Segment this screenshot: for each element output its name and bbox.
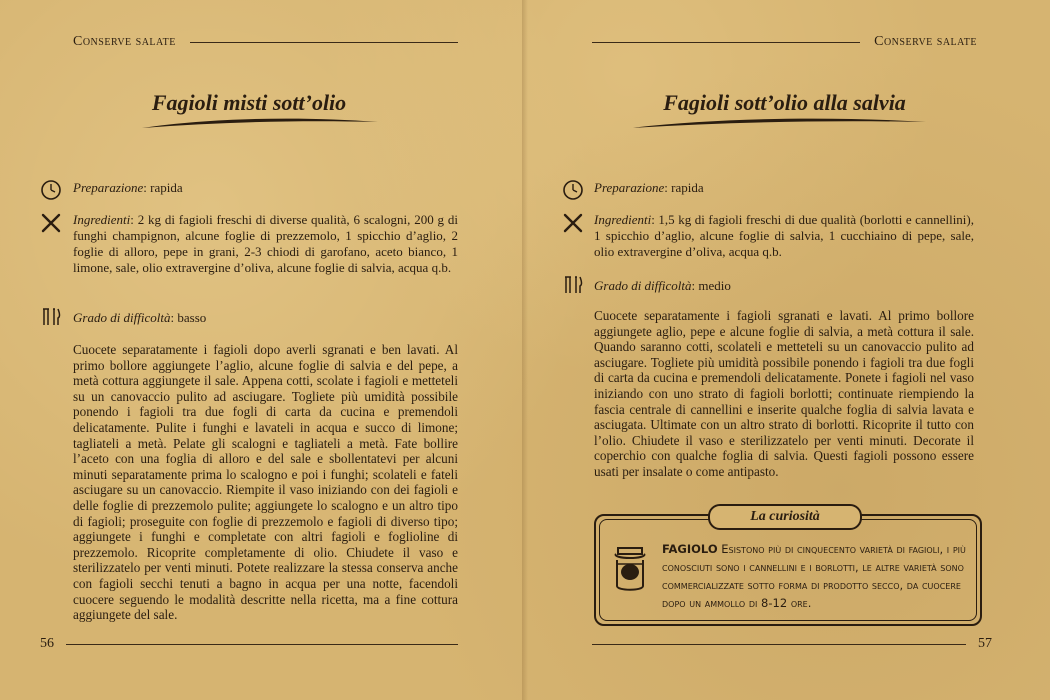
preparation-value: : rapida <box>143 180 183 195</box>
utensils-icon <box>562 274 584 296</box>
running-head <box>73 34 458 50</box>
preparation-line <box>594 180 974 196</box>
curiosity-keyword: FAGIOLO <box>662 542 718 556</box>
clock-icon <box>40 178 62 200</box>
jar-icon <box>612 544 648 594</box>
right-page <box>592 0 992 700</box>
ingredients-value: : 2 kg di fagioli freschi di diverse qualità, 6 scalogni, 200 g di funghi champignon, alcune foglie di prezzemolo, 1 spicchio d’aglio, 2 foglie di alloro, pepe in grani, 2-3 chiodi di garofano, aceto bianco, 1 limone, sale, olio extravergine d’oliva, alcune foglie di salvia, acqua q.b. <box>73 212 458 275</box>
running-head-text: Conserve salate <box>73 34 176 49</box>
ingredients-label: Ingredienti <box>73 212 131 227</box>
recipe-title: Fagioli misti sott’olio <box>151 90 347 115</box>
footer-rule <box>66 644 458 645</box>
difficulty-value: : medio <box>691 278 731 293</box>
running-head-rule <box>190 42 458 43</box>
running-head-text: Conserve salate <box>874 34 977 49</box>
difficulty-label: Grado di difficoltà <box>594 278 692 293</box>
preparation-value: : rapida <box>664 180 704 195</box>
difficulty-line <box>594 278 974 294</box>
ingredients-value: : 1,5 kg di fagioli freschi di due qualità (borlotti e cannellini), 1 spicchio d’aglio, alcune foglie di salvia, 1 cucchiaino di pepe, sale, olio extravergine d’oliva, acqua q.b. <box>594 212 974 259</box>
clock-icon <box>562 178 584 200</box>
ingredients-line <box>594 212 974 260</box>
footer-rule <box>592 644 966 645</box>
gutter-shadow <box>522 0 528 700</box>
recipe-title: Fagioli sott’olio alla salvia <box>663 90 906 115</box>
curiosity-heading: La curiosità <box>708 504 862 530</box>
title-swoosh <box>628 116 928 132</box>
curiosity-text <box>662 540 976 612</box>
preparation-label: Preparazione <box>73 180 144 195</box>
left-page <box>40 0 458 700</box>
curiosity-body: Esistono più di cinquecento varietà di fagioli, i più conosciuti sono i cannellini e i borlotti, le altre varietà sono commercializzate sotto forma di prodotto secco, da cuocere dopo un ammollo di 8-12 ore. <box>662 542 966 610</box>
page-footer <box>592 636 992 652</box>
page-number: 57 <box>978 636 992 651</box>
page-number: 56 <box>40 636 54 651</box>
page-footer <box>40 636 458 652</box>
preparation-label: Preparazione <box>594 180 665 195</box>
title-swoosh <box>140 116 380 132</box>
ingredients-line <box>73 212 458 276</box>
recipe-body: Cuocete separatamente i fagioli dopo averli sgranati e ben lavati. Al primo bollore aggiungete l’aglio, alcune foglie di salvia e del pepe, a metà cottura aggiungete il sale. Appena cotti, scolate i fagioli e metteteli su un canovaccio pulito ad asciugare. Togliete più umidità possibile ponendo i fagioli tra due fogli di carta da cucina e premendoli delicatamente. Pulite i funghi e lavateli in acqua e succo di limone; tagliateli a metà. Pelate gli scalogni e tagliateli a metà. Fate bollire l’aceto con una foglia di alloro e del sale e sbollentatevi per alcuni minuti separatamente prima lo scalogno e poi i funghi; scolateli e fateli asciugare su un canovaccio. Riempite il vaso iniziando con dei fagioli e delle foglie di prezzemolo pulite; aggiungete lo scalogno e un altro tipo di fagioli; proseguite con foglie di prezzemolo e fagioli di diverso tipo; aggiungete i funghi e completate con altri fagioli e foglioline di prezzemolo. Ricoprite completamente di olio. Chiudete il vaso e sterilizzatelo per venti minuti. Potete realizzare la stessa conserva anche con fagioli secchi tenuti a bagno in acqua per una notte, facendoli cuocere seguendo le modalità descritte nella ricetta, ma a fine cottura aggiungete del sale. <box>73 342 458 623</box>
running-head-rule <box>592 42 860 43</box>
fork-knife-icon <box>562 212 584 234</box>
difficulty-label: Grado di difficoltà <box>73 310 171 325</box>
difficulty-line <box>73 310 458 326</box>
utensils-icon <box>40 306 62 328</box>
running-head <box>592 34 977 50</box>
ingredients-label: Ingredienti <box>594 212 652 227</box>
difficulty-value: : basso <box>170 310 207 325</box>
fork-knife-icon <box>40 212 62 234</box>
curiosity-box <box>594 509 982 626</box>
recipe-body: Cuocete separatamente i fagioli sgranati e lavati. Al primo bollore aggiungete aglio, pepe e alcune foglie di salvia, a metà cottura il sale. Quando saranno cotti, scolateli e metteteli su un canovaccio pulito ad asciugare. Togliete più umidità possibile ponendo i fagioli tra due fogli di carta da cucina e premendoli delicatamente. Ponete i fagioli nel vaso iniziando con uno strato di fagioli borlotti; continuate riempiendo la fascia centrale di cannellini e inserite qualche foglia di salvia lavata e asciugata. Ultimate con un altro strato di borlotti. Ricoprite il tutto con l’olio. Chiudete il vaso e sterilizzatelo per venti minuti. Decorate il coperchio con qualche foglia di salvia. Questi fagioli possono essere usati per insalate o come antipasto. <box>594 308 974 479</box>
preparation-line <box>73 180 458 196</box>
